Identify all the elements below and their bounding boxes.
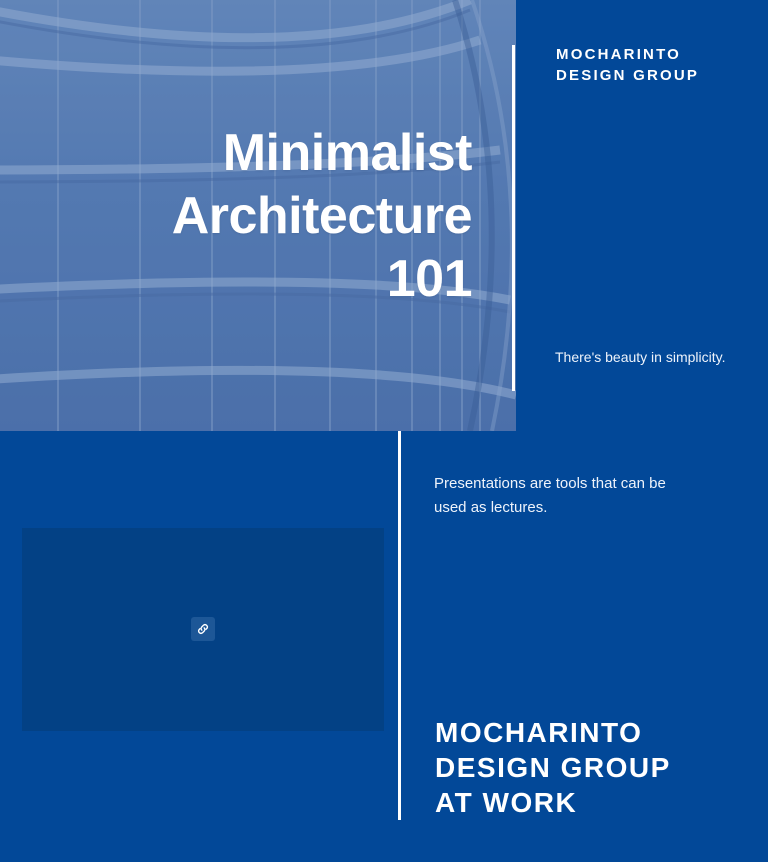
presentation-title [172, 122, 472, 311]
presentations-text: Presentations are tools that can be used as lectures. [434, 475, 666, 516]
title-line-2: Architecture [171, 187, 472, 245]
brand-top-line-1: MOCHARINTO [556, 46, 682, 63]
brand-bottom-line-3: AT WORK [435, 787, 578, 818]
divider-vertical-top [512, 45, 515, 391]
brand-bottom-line-1: MOCHARINTO [435, 717, 643, 748]
link-button[interactable] [191, 617, 215, 641]
title-line-3: 101 [386, 250, 472, 308]
brand-top-line-2: DESIGN GROUP [556, 67, 700, 84]
link-icon [196, 622, 210, 636]
brand-bottom-line-2: DESIGN GROUP [435, 752, 671, 783]
hero-image-building [0, 0, 516, 431]
title-line-1: Minimalist [222, 124, 472, 182]
divider-vertical-bottom [398, 431, 401, 820]
brand-name-top [556, 44, 699, 86]
tagline-text: There's beauty in simplicity. [555, 349, 726, 365]
image-placeholder[interactable] [22, 528, 384, 731]
brand-name-bottom [435, 715, 671, 820]
